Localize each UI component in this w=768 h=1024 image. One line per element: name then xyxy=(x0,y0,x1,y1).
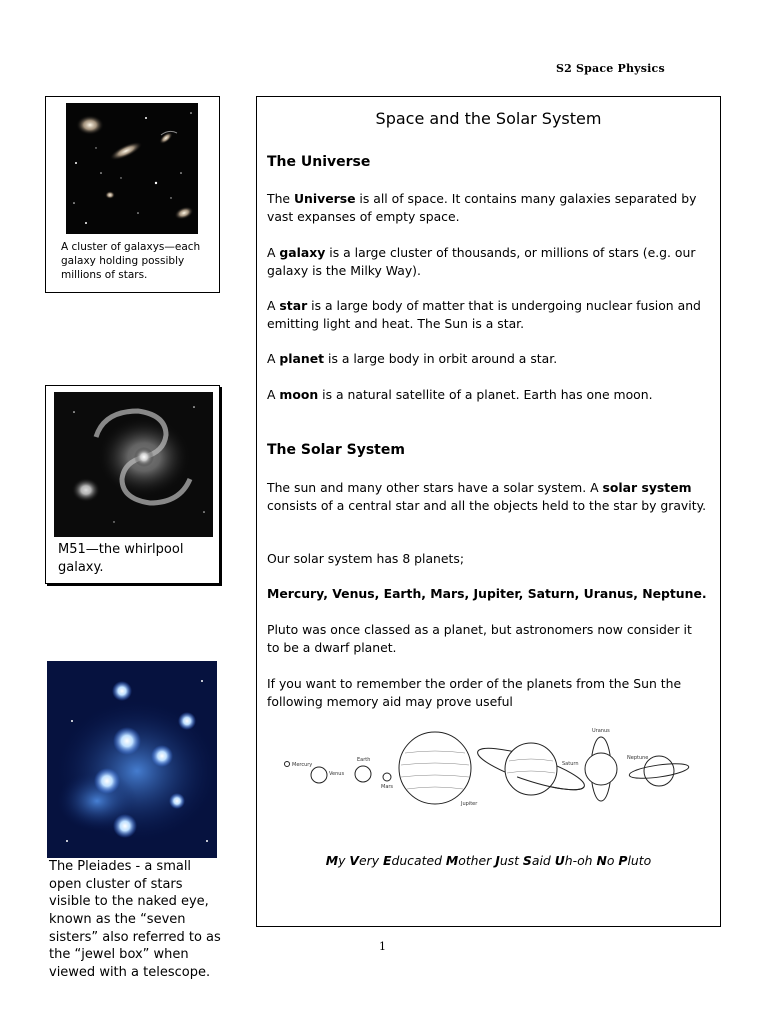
page-number: 1 xyxy=(379,940,386,953)
planets-diagram xyxy=(277,723,697,807)
galaxy-cluster-caption: A cluster of galaxys—each galaxy holding possibly millions of stars. xyxy=(61,241,201,282)
planet-mnemonic: My Very Educated Mother Just Said Uh-oh No Pluto xyxy=(325,853,652,868)
galaxy-cluster-figure xyxy=(45,96,220,293)
solar-system-heading: The Solar System xyxy=(267,442,405,458)
earth-label: Earth xyxy=(357,757,371,763)
planet-list: Mercury, Venus, Earth, Mars, Jupiter, Saturn, Uranus, Neptune. xyxy=(267,586,707,601)
saturn-planet xyxy=(474,740,588,797)
universe-definition: The Universe is all of space. It contains many galaxies separated by vast expanses of empty space. xyxy=(267,191,697,224)
pleiades-photo xyxy=(47,661,217,858)
venus-label: Venus xyxy=(329,771,345,777)
page-title: Space and the Solar System xyxy=(375,109,602,128)
whirlpool-galaxy-photo xyxy=(54,392,213,537)
planet-definition: A planet is a large body in orbit around a star. xyxy=(267,351,558,366)
solar-system-definition: The sun and many other stars have a solar system. A solar system consists of a central star and all the objects held to the star by gravity. xyxy=(267,480,707,513)
universe-heading: The Universe xyxy=(267,154,371,170)
jupiter-label: Jupiter xyxy=(461,801,478,807)
galaxy-definition: A galaxy is a large cluster of thousands, or millions of stars (e.g. our galaxy is the Milky Way). xyxy=(267,245,696,278)
star-definition: A star is a large body of matter that is undergoing nuclear fusion and emitting light and heat. The Sun is a star. xyxy=(267,298,701,331)
venus-planet xyxy=(311,767,327,783)
pluto-text: Pluto was once classed as a planet, but astronomers now consider it to be a dwarf planet. xyxy=(267,622,692,655)
earth-planet xyxy=(355,766,371,782)
pleiades-caption: The Pleiades - a small open cluster of stars visible to the naked eye, known as the “seven sisters” also referred to as the “jewel box” when viewed with a telescope. xyxy=(49,859,221,981)
main-content-panel xyxy=(256,96,721,927)
mars-planet xyxy=(383,773,391,781)
uranus-planet xyxy=(585,737,617,801)
whirlpool-galaxy-figure xyxy=(45,385,220,584)
moon-definition: A moon is a natural satellite of a planet. Earth has one moon. xyxy=(267,387,653,402)
jupiter-planet xyxy=(399,732,471,804)
saturn-label: Saturn xyxy=(562,761,579,767)
header-label: S2 Space Physics xyxy=(556,62,665,75)
mercury-label: Mercury xyxy=(292,762,313,768)
uranus-label: Uranus xyxy=(592,728,610,734)
memory-aid-intro: If you want to remember the order of the planets from the Sun the following memory aid may prove useful xyxy=(267,676,682,709)
whirlpool-galaxy-caption: M51—the whirlpool galaxy. xyxy=(58,542,184,575)
neptune-label: Neptune xyxy=(627,755,649,761)
mars-label: Mars xyxy=(381,784,394,790)
planet-count-text: Our solar system has 8 planets; xyxy=(267,551,465,566)
galaxy-cluster-photo xyxy=(66,103,198,234)
mercury-planet xyxy=(285,762,290,767)
